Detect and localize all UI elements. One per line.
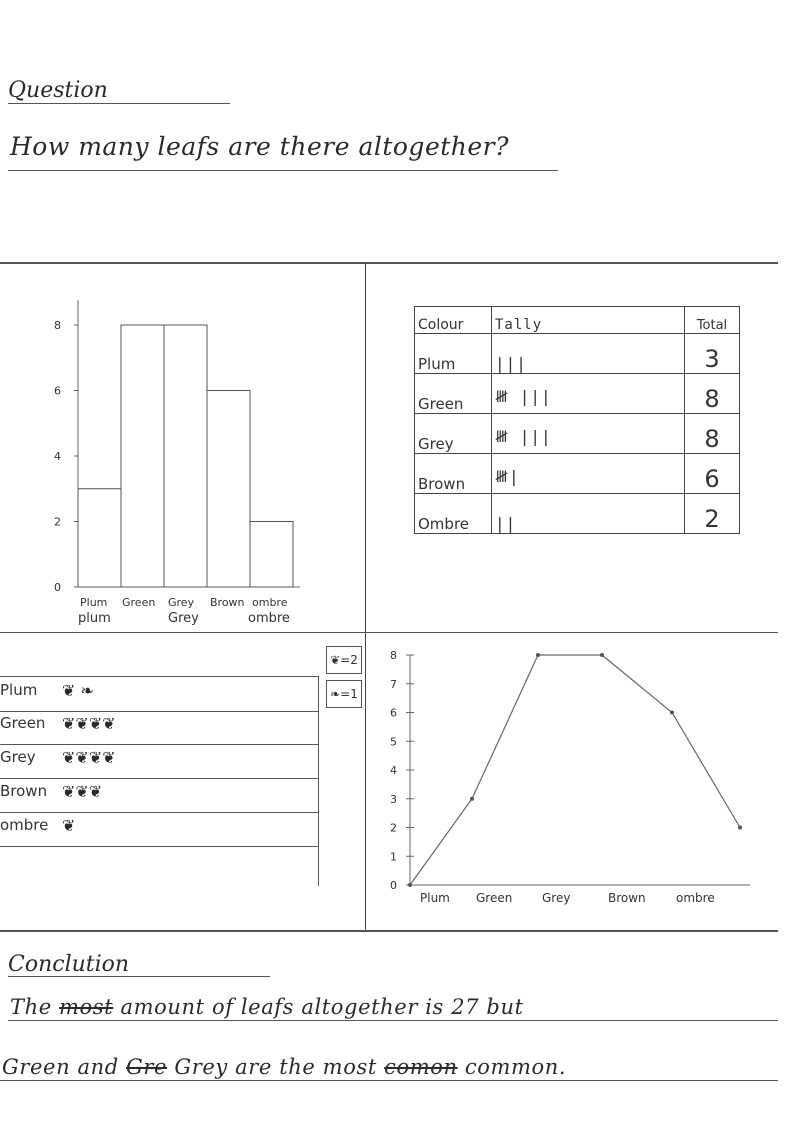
- table-row: [415, 414, 740, 454]
- pictogram-key-whole: [326, 646, 362, 674]
- bar-ombre: [250, 522, 293, 588]
- row-colour: Plum: [415, 334, 492, 374]
- table-row: [415, 454, 740, 494]
- half-leaf-icon: ❧: [330, 687, 341, 701]
- line-point: [536, 653, 540, 657]
- row-total: 3: [685, 334, 740, 374]
- line-y-tick-label: 1: [390, 850, 397, 864]
- header-total: Total: [685, 307, 740, 334]
- line-y-tick-label: 2: [390, 821, 397, 835]
- pictogram-key-half: [326, 680, 362, 708]
- question-heading: Question: [8, 78, 108, 103]
- conclusion-text: common.: [464, 1055, 567, 1079]
- leaf-icons: ❦❦❦: [62, 782, 103, 801]
- crossed-out-word: Gre: [126, 1055, 168, 1079]
- row-colour: Grey: [415, 414, 492, 454]
- bar-label-ombre: ombre: [252, 596, 288, 609]
- bar-chart: [0, 290, 362, 632]
- row-total: 2: [685, 494, 740, 534]
- line-y-tick-label: 4: [390, 764, 397, 777]
- line-y-tick-label: 7: [390, 677, 397, 691]
- conclusion-text: amount of leafs altogether is 27 but: [120, 995, 524, 1019]
- line-label-grey: Grey: [542, 891, 571, 905]
- question-text: How many leafs are there altogether?: [10, 132, 510, 161]
- row-tally: 𝍸|: [492, 454, 685, 494]
- pictogram-label: Green: [0, 714, 46, 732]
- conclusion-heading: Conclution: [8, 952, 130, 977]
- line-y-tick-label: 6: [390, 706, 397, 720]
- leaf-icons: ❦ ❧: [62, 681, 94, 700]
- row-tally: ||: [492, 494, 685, 534]
- line-chart: [380, 640, 778, 926]
- line-label-ombre: ombre: [676, 891, 715, 905]
- leaf-icon: ❦: [330, 653, 341, 667]
- row-colour: Brown: [415, 454, 492, 494]
- conclusion-line-1: [10, 995, 524, 1019]
- row-total: 6: [685, 454, 740, 494]
- table-row: [415, 374, 740, 414]
- conclusion-text: Green and: [2, 1055, 119, 1079]
- bar-label-plum: Plum: [80, 596, 108, 609]
- bar-y-tick-label: 0: [54, 581, 61, 594]
- writing-line-2: [0, 1080, 778, 1081]
- line-point: [600, 653, 604, 657]
- conclusion-text: The: [10, 995, 52, 1019]
- bar-brown: [207, 391, 250, 588]
- row-tally: |||: [492, 334, 685, 374]
- list-item: [0, 812, 318, 847]
- bar-y-tick-label: 6: [54, 384, 61, 398]
- pictogram-label: Plum: [0, 681, 38, 699]
- row-total: 8: [685, 374, 740, 414]
- bar-label-green: Green: [122, 596, 156, 609]
- bar-y-tick-label: 2: [54, 515, 61, 529]
- bar-grey: [164, 325, 207, 587]
- key-value: =1: [340, 687, 358, 701]
- grid-top-rule: [0, 262, 778, 264]
- pictogram-label: ombre: [0, 816, 49, 834]
- tally-table: [414, 306, 740, 534]
- line-point: [670, 711, 674, 715]
- conclusion-text: Grey are the most: [174, 1055, 377, 1079]
- line-label-plum: Plum: [420, 891, 450, 905]
- bar-sublabel-plum: plum: [78, 611, 111, 626]
- question-underline: [8, 170, 558, 171]
- list-item: [0, 744, 318, 779]
- line-series: [410, 655, 740, 885]
- grid-middle-rule: [0, 632, 778, 633]
- table-row: [415, 334, 740, 374]
- row-colour: Green: [415, 374, 492, 414]
- heading-underline: [8, 103, 230, 104]
- conclusion-heading-underline: [8, 976, 270, 977]
- line-label-green: Green: [476, 891, 513, 905]
- pictogram-label: Grey: [0, 748, 36, 766]
- tally-header-row: [415, 307, 740, 334]
- leaf-icons: ❦❦❦❦: [62, 748, 116, 767]
- crossed-out-word: most: [59, 995, 114, 1019]
- crossed-out-word: comon: [384, 1055, 458, 1079]
- row-colour: Ombre: [415, 494, 492, 534]
- bar-y-tick-label: 4: [54, 450, 61, 463]
- line-point: [738, 826, 742, 830]
- pictogram: [0, 676, 319, 886]
- bar-plum: [78, 489, 121, 587]
- line-y-tick-label: 0: [390, 879, 397, 892]
- list-item: [0, 710, 318, 745]
- bar-sublabel-grey: Grey: [168, 611, 199, 626]
- row-tally: 𝍸 |||: [492, 374, 685, 414]
- header-colour: Colour: [415, 307, 492, 334]
- bar-sublabel-ombre: ombre: [248, 611, 290, 626]
- row-total: 8: [685, 414, 740, 454]
- leaf-icons: ❦❦❦❦: [62, 714, 116, 733]
- pictogram-label: Brown: [0, 782, 48, 800]
- conclusion-line-2: [2, 1055, 566, 1079]
- list-item: [0, 676, 318, 712]
- line-y-tick-label: 3: [390, 792, 397, 806]
- line-point: [470, 797, 474, 801]
- writing-line-1: [8, 1020, 778, 1021]
- grid-vertical-rule: [365, 262, 366, 930]
- bar-y-tick-label: 8: [54, 319, 61, 332]
- line-point: [408, 883, 412, 887]
- leaf-icons: ❦: [62, 816, 76, 835]
- row-tally: 𝍸 |||: [492, 414, 685, 454]
- key-value: =2: [340, 653, 358, 667]
- grid-bottom-rule: [0, 930, 778, 932]
- list-item: [0, 778, 318, 813]
- header-tally: Tally: [492, 307, 685, 334]
- bar-green: [121, 325, 164, 587]
- bar-label-brown: Brown: [210, 596, 245, 609]
- table-row: [415, 494, 740, 534]
- line-y-tick-label: 5: [390, 735, 397, 749]
- line-y-tick-label: 8: [390, 649, 397, 662]
- bar-label-grey: Grey: [168, 596, 195, 609]
- line-label-brown: Brown: [608, 891, 646, 905]
